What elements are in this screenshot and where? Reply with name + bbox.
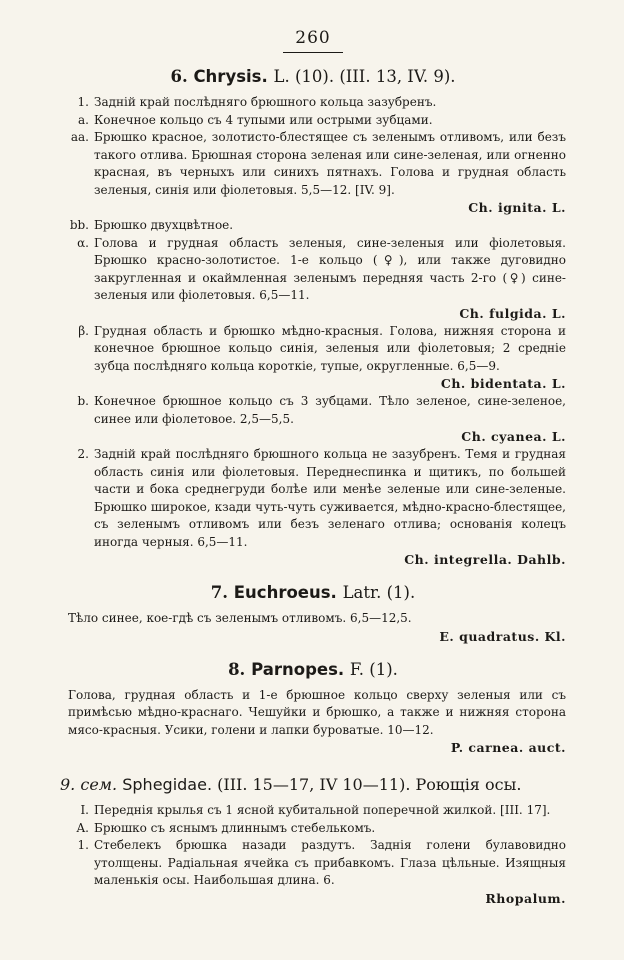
entry-text-block xyxy=(94,837,566,908)
species-name: Rhopalum. xyxy=(485,890,566,906)
page-number: 260 xyxy=(295,28,331,48)
entry-text-block xyxy=(94,94,566,112)
species-name: Ch. fulgida. L. xyxy=(459,305,566,321)
chrysis-key-list xyxy=(60,94,566,569)
sphegidae-key-list xyxy=(60,802,566,908)
entry-text: Брюшко красное, золотисто-блестящее съ зеленымъ отливомъ, или безъ такого отлива. Брюшная сторона зеленая или сине-зеленая, или огненно красная, въ черныхъ или синихъ пятнахъ. Голова и грудная область зеленыя, синія или фіолетовыя. 5,5—12. [IV. 9]. xyxy=(94,130,566,197)
entry-marker: bb. xyxy=(69,218,89,232)
section-number: 8. xyxy=(228,659,246,679)
section-details: L. (10). (III. 13, IV. 9). xyxy=(273,67,456,86)
key-entry xyxy=(60,129,566,217)
entry-text-block xyxy=(94,820,566,838)
section-details: Latr. (1). xyxy=(342,583,416,602)
key-entry xyxy=(60,235,566,323)
species-name: Ch. bidentata. L. xyxy=(440,376,566,391)
species-name: E. quadratus. Kl. xyxy=(439,628,566,644)
entry-marker: β. xyxy=(78,323,89,338)
entry-text: Задній край послѣдняго брюшного кольца не зазубренъ. Темя и грудная область синія или фіолетовыя. Переднеспинка и щитикъ, по большей части и бока среднегруди болѣе или менѣе зеленые или сине-зеленые. Брюшко широкое, кзади чуть-чуть суживается, мѣдно-красно-блестящее, съ зеленымъ отливомъ или безъ зеленаго отлива; основанія колецъ иногда черныя. 6,5—11. xyxy=(94,447,566,549)
species-name: Ch. integrella. Dahlb. xyxy=(404,552,566,567)
section-heading-chrysis xyxy=(60,67,566,86)
entry-text-block xyxy=(94,112,566,130)
entry-marker: I. xyxy=(80,803,89,817)
entry-text-block xyxy=(94,323,566,394)
section-heading-sphegidae xyxy=(60,775,566,794)
entry-text-block xyxy=(94,446,566,569)
key-entry xyxy=(60,837,566,908)
key-entry xyxy=(60,94,566,112)
species-name: P. carnea. auct. xyxy=(450,740,566,755)
entry-text: Голова и грудная область зеленыя, сине-зеленыя или фіолетовыя. Брюшко красно-золотистое. 1-е кольцо (♀), или также дуговидно закругленная и окаймленная зеленымъ передняя часть 2-го (♀) сине-зеленыя или фіолетовыя. 6,5—11. xyxy=(94,235,566,302)
key-entry xyxy=(60,446,566,569)
euchroeus-description: Тѣло синее, кое-гдѣ съ зеленымъ отливомъ. 6,5—12,5. xyxy=(68,611,412,625)
entry-text: Брюшко двухцвѣтное. xyxy=(94,218,234,232)
key-entry xyxy=(60,112,566,130)
key-entry xyxy=(60,802,566,820)
key-entry xyxy=(60,217,566,235)
family-number: 9. сем. xyxy=(60,775,118,794)
genus-name: Euchroeus. xyxy=(233,583,337,602)
entry-text-block xyxy=(94,802,566,820)
entry-text-block xyxy=(94,235,566,323)
genus-name: Chrysis. xyxy=(193,67,268,86)
entry-marker: 1. xyxy=(77,838,89,852)
section-number: 7. xyxy=(210,583,229,602)
entry-text: Брюшко съ яснымъ длиннымъ стебелькомъ. xyxy=(94,820,376,835)
page-number-rule xyxy=(283,52,343,53)
entry-text: Задній край послѣдняго брюшного кольца зазубренъ. xyxy=(94,95,437,109)
section-details: F. (1). xyxy=(349,659,398,679)
entry-marker: α. xyxy=(77,235,89,250)
key-entry xyxy=(60,393,566,446)
entry-marker: aa. xyxy=(70,130,89,144)
section-number: 6. xyxy=(170,67,188,86)
entry-marker: 2. xyxy=(77,447,89,461)
entry-text: Грудная область и брюшко мѣдно-красныя. Голова, нижняя сторона и конечное брюшное кольцо синія, зеленыя или фіолетовыя; 2 средніе зубца послѣдняго кольца короткіе, тупые, округленные. 6,5—9. xyxy=(94,323,566,373)
entry-marker: b. xyxy=(77,394,89,408)
section-heading-euchroeus xyxy=(60,583,566,602)
key-entry xyxy=(60,323,566,394)
entry-marker: A. xyxy=(76,820,89,835)
section-heading-parnopes xyxy=(60,660,566,679)
entry-text-block xyxy=(94,129,566,217)
genus-name: Parnopes. xyxy=(251,659,345,679)
species-name: Ch. ignita. L. xyxy=(468,200,566,215)
entry-text: Конечное кольцо съ 4 тупыми или острыми зубцами. xyxy=(94,112,433,127)
entry-text: Стебелекъ брюшка назади раздутъ. Заднія голени булавовидно утолщены. Радіальная ячейка съ прибавкомъ. Глаза цѣльные. Изящныя маленькія осы. Наибольшая длина. 6. xyxy=(94,838,566,887)
species-name: Ch. cyanea. L. xyxy=(461,429,566,444)
entry-text: Конечное брюшное кольцо съ 3 зубцами. Тѣло зеленое, сине-зеленое, синее или фіолетовое. 2,5—5,5. xyxy=(94,394,566,426)
entry-text-block xyxy=(94,217,566,235)
family-name: Sphegidae. xyxy=(122,775,213,794)
family-details: (III. 15—17, IV 10—11). Роющія осы. xyxy=(217,775,522,794)
entry-marker: a. xyxy=(78,112,89,127)
entry-text-block xyxy=(94,393,566,446)
entry-marker: 1. xyxy=(77,95,89,109)
entry-text: Переднія крылья съ 1 ясной кубитальной поперечной жилкой. [III. 17]. xyxy=(94,803,551,817)
key-entry xyxy=(60,820,566,838)
parnopes-description: Голова, грудная область и 1-е брюшное кольцо сверху зеленыя или съ примѣсью мѣдно-краснаго. Чешуйки и брюшко, а также и нижняя сторона мясо-красныя. Усики, голени и лапки буроватые. 10—12. xyxy=(68,687,566,737)
